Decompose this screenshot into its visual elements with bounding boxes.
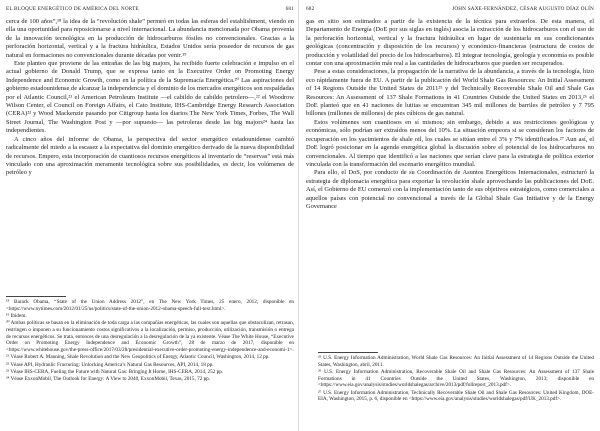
- footnote: ¹⁸ Barack Obama, “State of the Union Address 2012”, en The New York Times, 25 enero, 2012, disponible en <https://www.nytimes.com/2012/01/25/us/politics/state-of-the-union-2012-obama-speech-full-text.html>.: [6, 299, 294, 312]
- footnote: ²² Véase API, Hydraulic Fracturing: Unlocking America’s Natural Gas Resources, API, 2014, 18 pp.: [6, 361, 214, 368]
- footnote: ²⁷ U.S. Energy Information Administration, Technically Recoverable Shale Oil and Shale Gas Resources: United Kingdom, DOE-EIA, Washington, 2015, p. 6, disponible en <https://www.eia.gov/analysis/studies/worldshalegas/pdf/UK_2013.pdf>.: [318, 389, 594, 403]
- left-page: [6, 0, 294, 431]
- left-running-header: [6, 6, 294, 14]
- right-paragraph: Pese a estas consideraciones, la propagación de la narrativa de la abundancia, a través de la tecnología, hizo eco rápidamente fuera de EU. A partir de la publicación del World Shale Gas Resources: An Initial Assessment of 14 Regions Outside the United States de 2011²⁵ y del Technically Recoverable Shale Oil and Shale Gas Resources: An Assessment of 137 Shale Formations in 41 Countries Outside the United States en 2013,²⁶ el DoE planteó que en 41 naciones de lutitas se encuentran 345 mil millones de barriles de petróleo y 7 795 billones (millones de millones) de pies cúbicos de gas natural.: [306, 68, 594, 118]
- right-page: [306, 0, 594, 431]
- left-running-head: EL BLOQUE ENERGÉTICO DE AMÉRICA DEL NORTE: [6, 6, 139, 12]
- left-page-number: 681: [285, 6, 294, 12]
- left-paragraph: cerca de 100 años”,¹⁸ la idea de la “revolución shale” permeó en todas las esferas del establishment, viendo en ella una oportunidad para reposicionarse a nivel internacional. La abundancia mencionada por Obama provenía de la innovación tecnológica en la producción de hidrocarburos fósiles no convencionales. Gracias a la perforación horizontal, vertical y a la fractura hidráulica, Estados Unidos sería poseedor de recursos de gas natural en formaciones no convencionales durante décadas por venir.¹⁹: [6, 18, 294, 59]
- footnote-rule: [318, 352, 378, 353]
- right-paragraph: Para ello, el DoS, por conducto de su Coordinación de Asuntos Energéticos Internacionales, estructuró la estrategia de diplomacia energética para exportar la revolución shale aprovechando las publicaciones del DoE. Así, el Gobierno de EU comenzó con la implementación tanto de sus objetivos estratégicos, como comerciales a aquellos países con potencial no convencional a través de la Global Shale Gas Initiative y de la Energy Governance: [306, 169, 594, 210]
- footnote: ²³ Véase IHS-CERA, Fueling the Future with Natural Gas: Bringing It Home, IHS-CERA, 2014, 252 pp.: [6, 368, 224, 375]
- footnote: ²⁶ U.S. Energy Information Administration, Recoverable Shale Oil and Shale Gas Resources: An Assessment of 137 Shale Formations in 41 Countries Outside the United States, Washington, 2013; disponible en <https://www.eia.gov/analysis/studies/worldshalegas/archive/2013/pdf/fullreport_2013.pdf>.: [318, 368, 594, 389]
- footnote: ²¹ Véase Robert A. Manning, Shale Revolution and the New Geopolitics of Energy, Atlantic Council, Washington, 2014, 12 pp.: [6, 354, 270, 361]
- right-body-text: [306, 18, 594, 211]
- footnote: ²⁵ U.S. Energy Information Administration, World Shale Gas Resources: An Initial Assessment of 14 Regions Outside the United States, Washington, abril, 2011.: [318, 355, 594, 368]
- right-running-header: [306, 6, 594, 14]
- gutter: [298, 0, 299, 431]
- right-running-head: JOHN SAXE-FERNÁNDEZ, CÉSAR AUGUSTO DÍAZ OLÍN: [452, 6, 594, 12]
- right-paragraph: Estos volúmenes son cuantiosos en sí mismos; sin embargo, debido a sus restricciones geológicas y económicas, sólo podrían ser extraídos menos del 10%. La situación empeora si se consideran los factores de recuperación en los yacimientos de shale oil, los cuales se sitúan entre el 3% y 7% identificados.²⁷ Aun así, el DoE logró posicionar en la agenda energética global la discusión sobre el potencial de los hidrocarburos no convencionales. Al tiempo que identificó a las naciones que serían clave para la estrategia de política exterior vinculada con la transformación del escenario energético mundial.: [306, 118, 594, 168]
- footnote: ¹⁹ Ibidem.: [6, 312, 27, 319]
- left-footnotes: [6, 296, 294, 384]
- left-body-text: [6, 18, 294, 178]
- right-footnotes: [318, 352, 594, 404]
- right-page-number: 682: [306, 6, 315, 12]
- footnote: ²⁴ Véase ExxonMobil, The Outlook for Energy: A View to 2040, ExxonMobil, Texas, 2015, 72 pp.: [6, 376, 211, 383]
- footnote-rule: [6, 296, 66, 297]
- left-paragraph: A cinco años del informe de Obama, la perspectiva del sector energético estadounidense cambió radicalmente del miedo a la escasez a la expectativa del dominio energético derivado de la nueva disponibilidad de recursos. Empero, esta incorporación de cuantiosos recursos energéticos al inventario de “reservas” está más vinculado con una aproximación meramente tecnológica sobre sus posibilidades, es decir, los volúmenes de petróleo y: [6, 135, 294, 177]
- right-paragraph: gas en sitio son estimados a partir de la existencia de la técnica para extraerlos. De esta manera, el Departamento de Energía (DoE por sus siglas en inglés) asocia la extracción de los hidrocarburos con el uso de la perforación horizontal, vertical y la fractura hidráulica en lugar de sustentarla en sus condicionantes geológicas (concentración y disposición de los recursos) y económico-financieras (estructura de costos de producción y volatilidad del precio de los hidrocarburos). El integrar tecnología, geología y economía es posible contar con una aproximación más real a las cantidades de hidrocarburos que pueden ser recuperados.: [306, 18, 594, 68]
- footnote: ²⁰ Ambas políticas se basan en la eliminación de toda carga a las compañías energéticas, las cuales son aquellas que obstaculizan, retrasan, restringen o imponen a su funcionamiento costos significativos a la localización, permiso, producción, utilización, transmisión o entrega de recursos energéticos. Se trata, entonces de una desregulación a la desregulación de la ya existente. Véase The White House, “Executive Order on Promoting Energy Independence and Economic Growth”, 28 de marzo de 2017, disponible en <https://www.whitehouse.gov/the-press-office/2017/03/28/presidential-executive-order-promoting-energy-independence-and-economi-1>.: [6, 320, 294, 353]
- left-paragraph: Este planteo que proviene de las entrañas de las big majors, ha recibido fuerte celebración e impulso en el actual gobierno de Donald Trump, que se expresa tanto en la Executive Order on Promoting Energy Independence and Economic Growth, como en la política de la Supremacía Energética.²⁰ Las aspiraciones del gobierno estadounidense de alcanzar la independencia y el dominio de los mercados energéticos son respaldadas por el Atlantic Council,²¹ el American Petroleum Institute —el cabildo de cabildo petrolero—,²² el Woodrow Wilson Center, el Council on Foreign Affairs, el Cato Institute, IHS-Cambridge Energy Research Association (CERA)²³ y Wood Mackenzie pasando por Citigroup hasta los diarios The New York Times, Forbes, The Wall Street Journal, The Washington Post y —por supuesto— las petroleras desde las big majors²⁴ hasta las independientes.: [6, 60, 294, 135]
